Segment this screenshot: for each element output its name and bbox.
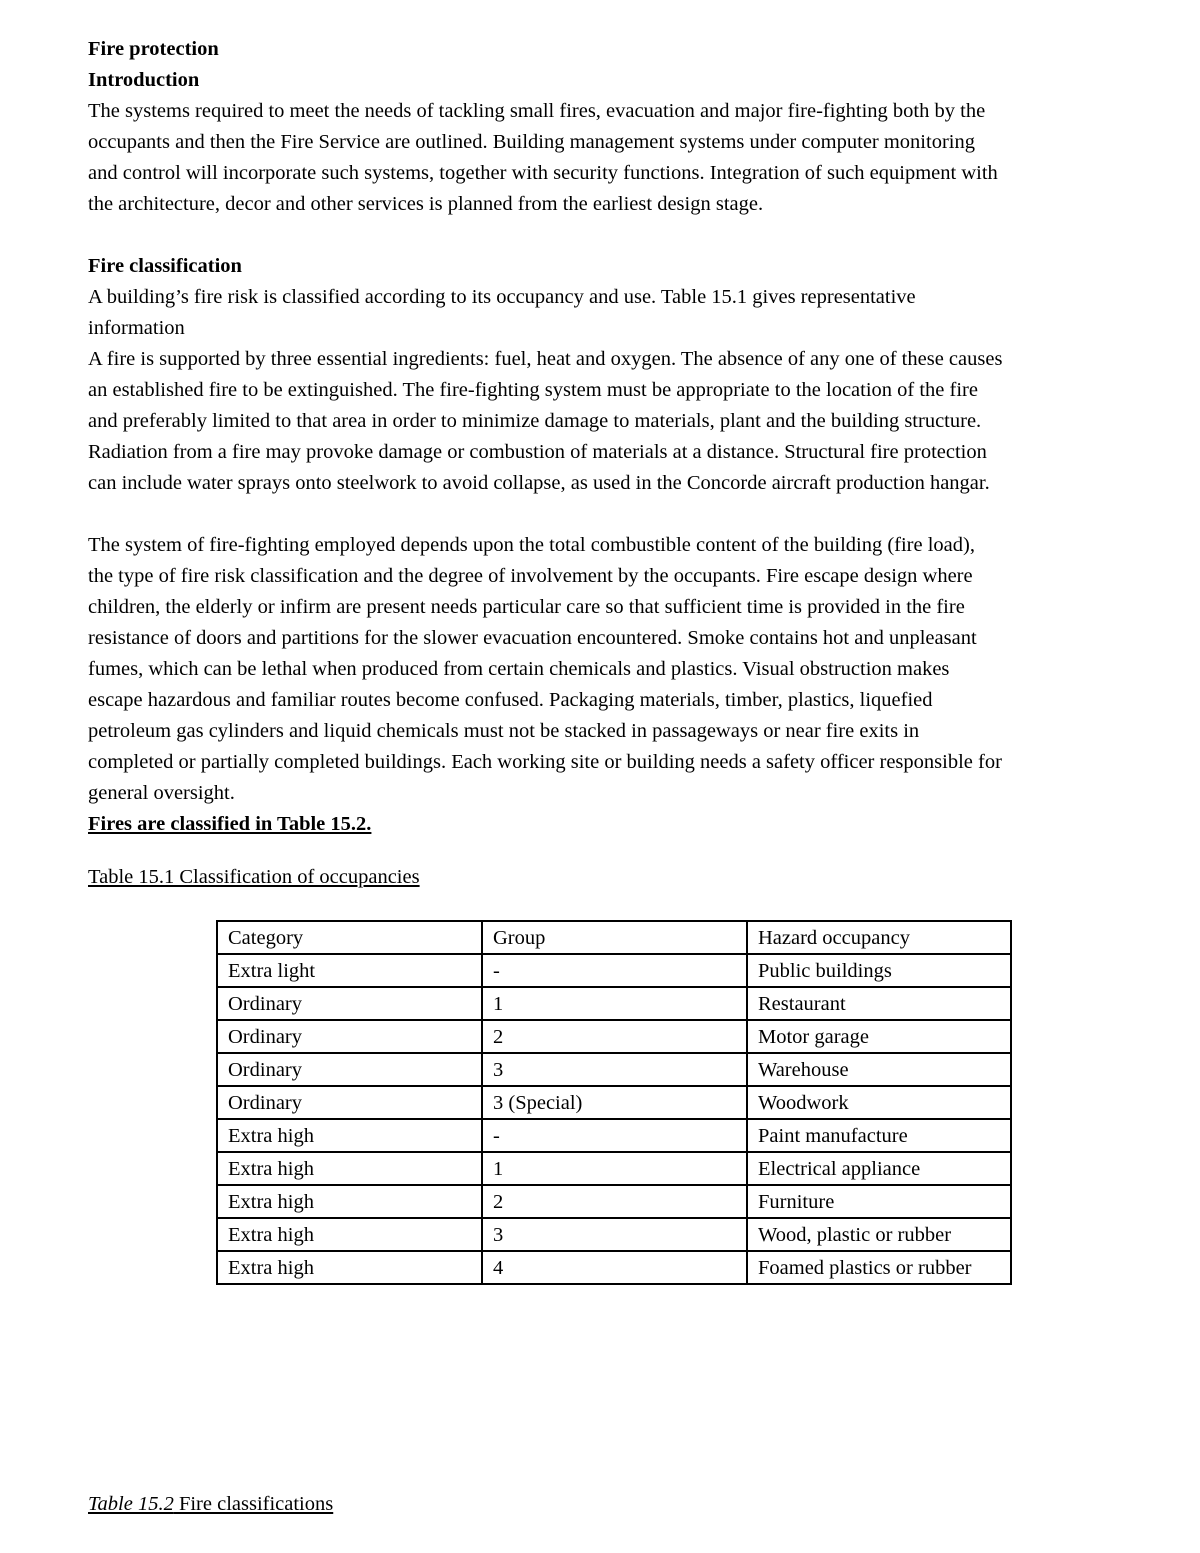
cell-hazard-occupancy: Woodwork <box>747 1086 1011 1119</box>
paragraph-line: Radiation from a fire may provoke damage or combustion of materials at a distance. Structural fire protection <box>88 441 987 463</box>
cell-hazard-occupancy: Foamed plastics or rubber <box>747 1251 1011 1284</box>
paragraph-line: The system of fire-fighting employed depends upon the total combustible content of the building (fire load), <box>88 534 975 556</box>
page-title: Fire protection <box>88 38 219 60</box>
paragraph-line: occupants and then the Fire Service are outlined. Building management systems under computer monitoring <box>88 131 975 153</box>
cell-category: Ordinary <box>217 1086 482 1119</box>
paragraph-line: A fire is supported by three essential ingredients: fuel, heat and oxygen. The absence of any one of these causes <box>88 348 1003 370</box>
paragraph-line: children, the elderly or infirm are present needs particular care so that sufficient time is provided in the fire <box>88 596 965 618</box>
table-row <box>217 987 1011 1020</box>
section-heading-introduction: Introduction <box>88 69 200 91</box>
paragraph-line: escape hazardous and familiar routes become confused. Packaging materials, timber, plastics, liquefied <box>88 689 933 711</box>
paragraph-line: the architecture, decor and other services is planned from the earliest design stage. <box>88 193 764 215</box>
cell-category: Extra light <box>217 954 482 987</box>
table-row <box>217 1119 1011 1152</box>
intro-paragraph <box>88 96 1148 220</box>
cell-hazard-occupancy: Furniture <box>747 1185 1011 1218</box>
paragraph-line: completed or partially completed buildings. Each working site or building needs a safety officer responsible for <box>88 751 1002 773</box>
cell-category: Extra high <box>217 1218 482 1251</box>
paragraph-line: resistance of doors and partitions for the slower evacuation encountered. Smoke contains hot and unpleasant <box>88 627 977 649</box>
table-row <box>217 1218 1011 1251</box>
table-row <box>217 1020 1011 1053</box>
paragraph-line: petroleum gas cylinders and liquid chemicals must not be stacked in passageways or near fire exits in <box>88 720 920 742</box>
cell-hazard-occupancy: Public buildings <box>747 954 1011 987</box>
table-header-row <box>217 921 1011 954</box>
cell-group: - <box>482 1119 747 1152</box>
cell-group: - <box>482 954 747 987</box>
table-reference-note: Fires are classified in Table 15.2. <box>88 813 372 835</box>
paragraph-line: can include water sprays onto steelwork to avoid collapse, as used in the Concorde aircraft production hangar. <box>88 472 990 494</box>
document-body <box>88 34 1148 893</box>
cell-group: 3 <box>482 1053 747 1086</box>
table-row <box>217 1251 1011 1284</box>
cell-category: Extra high <box>217 1251 482 1284</box>
cell-group: 4 <box>482 1251 747 1284</box>
cell-category: Extra high <box>217 1119 482 1152</box>
paragraph-line: and control will incorporate such systems, together with security functions. Integration of such equipment with <box>88 162 998 184</box>
cell-hazard-occupancy: Wood, plastic or rubber <box>747 1218 1011 1251</box>
cell-category: Ordinary <box>217 987 482 1020</box>
paragraph-line: The systems required to meet the needs of tackling small fires, evacuation and major fire-fighting both by the <box>88 100 986 122</box>
cell-group: 2 <box>482 1185 747 1218</box>
table-row <box>217 1086 1011 1119</box>
cell-hazard-occupancy: Warehouse <box>747 1053 1011 1086</box>
paragraph-line: general oversight. <box>88 782 235 804</box>
column-header-category: Category <box>217 921 482 954</box>
paragraph-line: and preferably limited to that area in order to minimize damage to materials, plant and the building structure. <box>88 410 982 432</box>
paragraph-line: the type of fire risk classification and the degree of involvement by the occupants. Fire escape design where <box>88 565 973 587</box>
cell-group: 1 <box>482 1152 747 1185</box>
cell-category: Extra high <box>217 1185 482 1218</box>
table-2-caption-label: Table 15.2 <box>88 1493 174 1515</box>
table-2-caption <box>88 1489 333 1520</box>
cell-group: 3 <box>482 1218 747 1251</box>
cell-hazard-occupancy: Restaurant <box>747 987 1011 1020</box>
cell-group: 2 <box>482 1020 747 1053</box>
classification-paragraph-3 <box>88 530 1148 809</box>
table-row <box>217 1053 1011 1086</box>
classification-paragraph-1 <box>88 282 1148 344</box>
cell-hazard-occupancy: Electrical appliance <box>747 1152 1011 1185</box>
column-header-hazard-occupancy: Hazard occupancy <box>747 921 1011 954</box>
cell-group: 3 (Special) <box>482 1086 747 1119</box>
cell-category: Ordinary <box>217 1053 482 1086</box>
cell-category: Extra high <box>217 1152 482 1185</box>
paragraph-line: an established fire to be extinguished. The fire-fighting system must be appropriate to the location of the fire <box>88 379 978 401</box>
table-row <box>217 1185 1011 1218</box>
paragraph-line: information <box>88 317 185 339</box>
cell-hazard-occupancy: Motor garage <box>747 1020 1011 1053</box>
cell-hazard-occupancy: Paint manufacture <box>747 1119 1011 1152</box>
section-heading-fire-classification: Fire classification <box>88 255 242 277</box>
cell-category: Ordinary <box>217 1020 482 1053</box>
table-row <box>217 1152 1011 1185</box>
table-2-caption-text: Fire classifications <box>173 1493 334 1515</box>
table-row <box>217 954 1011 987</box>
paragraph-line: fumes, which can be lethal when produced from certain chemicals and plastics. Visual obstruction makes <box>88 658 950 680</box>
paragraph-line: A building’s fire risk is classified according to its occupancy and use. Table 15.1 gives representative <box>88 286 916 308</box>
column-header-group: Group <box>482 921 747 954</box>
classification-paragraph-2 <box>88 344 1148 499</box>
table-1-caption: Table 15.1 Classification of occupancies <box>88 866 420 888</box>
cell-group: 1 <box>482 987 747 1020</box>
occupancy-classification-table <box>216 920 1012 1285</box>
